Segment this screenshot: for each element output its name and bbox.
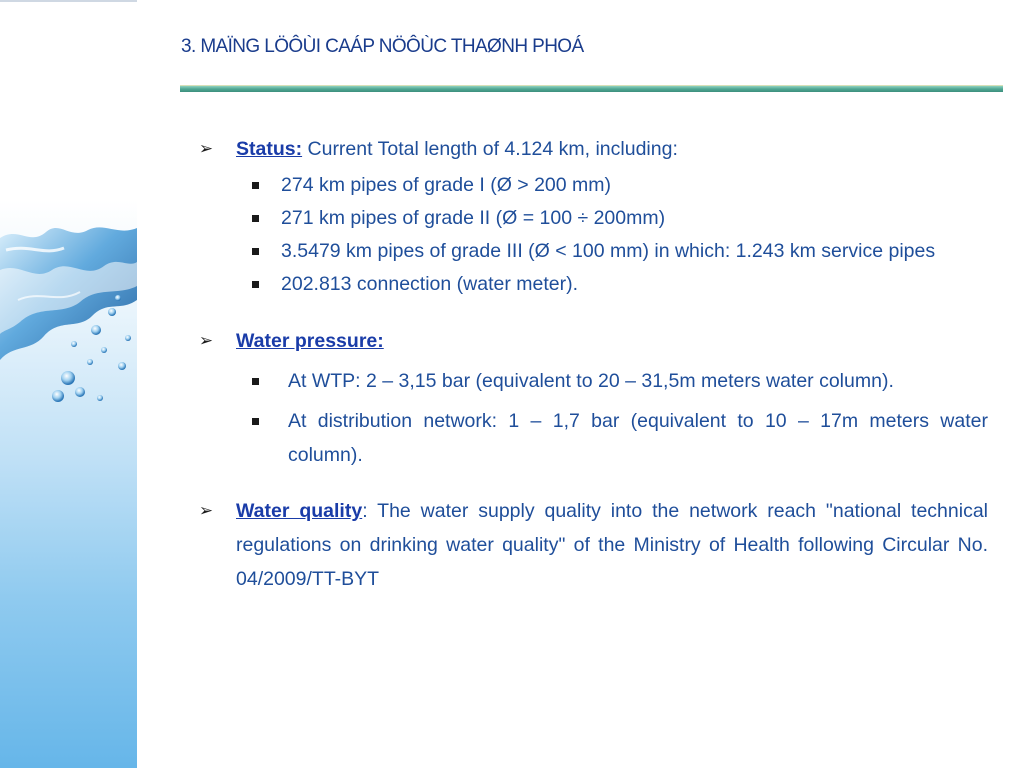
square-bullet-icon — [252, 378, 259, 385]
list-item — [195, 172, 988, 199]
quality-text: : The water supply quality into the network reach "national technical regulations on drinking water quality" of the Ministry of Health following Circular No. 04/2009/TT-BYT — [236, 500, 989, 590]
square-bullet-icon — [252, 281, 259, 288]
list-item — [195, 404, 988, 472]
slide-title: 3. MAÏNG LÖÔÙI CAÁP NÖÔÙC THAØNH PHOÁ — [181, 36, 584, 57]
list-item — [195, 271, 988, 298]
title-underline-rule — [180, 86, 1003, 92]
status-item-text: 274 km pipes of grade I (Ø > 200 mm) — [281, 174, 612, 196]
arrowhead-icon: ➢ — [198, 331, 214, 351]
pressure-item-text: At distribution network: 1 – 1,7 bar (equivalent to 10 – 17m meters water column). — [288, 410, 988, 466]
pressure-section — [195, 324, 988, 358]
square-bullet-icon — [252, 418, 259, 425]
status-item-text: 3.5479 km pipes of grade III (Ø < 100 mm) in which: 1.243 km service pipes — [281, 240, 936, 262]
quality-label: Water quality — [236, 500, 363, 522]
pressure-label: Water pressure: — [236, 330, 384, 352]
status-label: Status: — [236, 138, 303, 160]
water-splash-panel — [0, 0, 137, 768]
slide-body — [195, 132, 988, 596]
status-item-text: 202.813 connection (water meter). — [281, 273, 578, 295]
status-section — [195, 132, 988, 166]
status-text: Current Total length of 4.124 km, including: — [302, 138, 678, 160]
square-bullet-icon — [252, 215, 259, 222]
list-item — [195, 205, 988, 232]
pressure-item-text: At WTP: 2 – 3,15 bar (equivalent to 20 – 31,5m meters water column). — [288, 370, 894, 392]
square-bullet-icon — [252, 182, 259, 189]
arrowhead-icon: ➢ — [198, 501, 214, 521]
status-item-text: 271 km pipes of grade II (Ø = 100 ÷ 200mm) — [281, 207, 666, 229]
water-splash-image — [0, 0, 137, 768]
list-item — [195, 238, 988, 265]
list-item — [195, 364, 988, 398]
square-bullet-icon — [252, 248, 259, 255]
arrowhead-icon: ➢ — [198, 139, 214, 159]
quality-section — [195, 494, 988, 596]
